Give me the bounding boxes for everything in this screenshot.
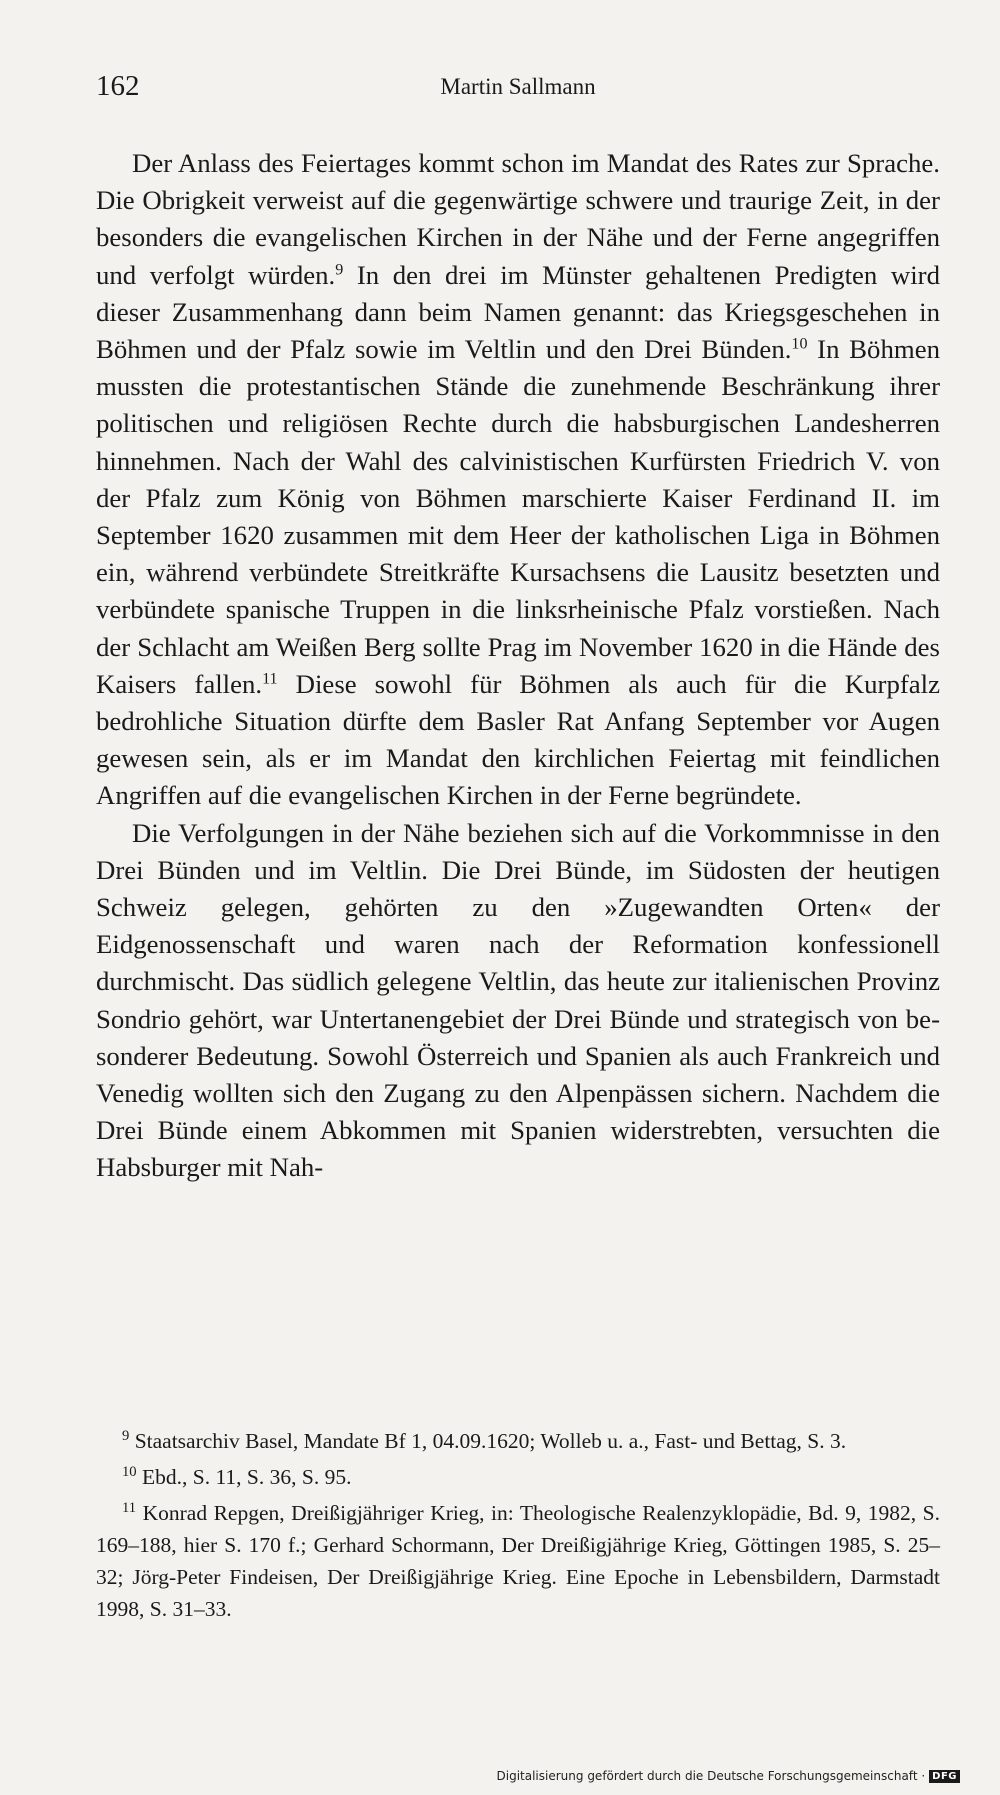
footnote-text: Ebd., S. 11, S. 36, S. 95.	[136, 1465, 352, 1489]
running-head-author: Martin Sallmann	[440, 74, 596, 99]
dfg-logo: DFG	[929, 1770, 960, 1783]
paragraph-1-text-b: In den drei im Münster gehaltenen Predigten wird dieser Zusammenhang dann beim Namen genannt: das Kriegsgeschehen in Böhmen und der Pfalz sowie im Veltlin und den Drei Bünden.	[96, 259, 941, 365]
paragraph-1-text-d: Diese sowohl für Böhmen als auch für die Kurpfalz bedrohliche Situation dürfte dem Basler Rat Anfang September vor Augen gewesen sein, als er im Mandat den kirchlichen Feiertag mit feindlichen Angriffen auf die evangelischen Kirchen in der Ferne begründete.	[96, 668, 940, 811]
footnote-number: 9	[122, 1427, 130, 1444]
footnote-text: Staatsarchiv Basel, Mandate Bf 1, 04.09.1620; Wolleb u. a., Fast- und Bettag, S. 3.	[129, 1429, 847, 1453]
footnotes	[96, 1425, 940, 1629]
footnote-ref-11: 11	[262, 670, 278, 688]
footnote-number: 10	[122, 1463, 137, 1480]
paragraph-1-text-c: In Böhmen mussten die protestantischen Stände die zunehmende Beschränkung ihrer politischen und religiösen Rechte durch die habsburgischen Landesherren hinnehmen. Nach der Wahl des calvinistischen Kurfürsten Friedrich V. von der Pfalz zum König von Böhmen marschierte Kaiser Ferdinand II. im September 1620 zusammen mit dem Heer der katholischen Liga in Böhmen ein, während verbündete Streitkräfte Kursachsens die Lausitz besetzten und verbündete spanische Truppen in die linksrheinische Pfalz vorstießen. Nach der Schlacht am Weißen Berg sollte Prag im November 1620 in die Hände des Kaisers fallen.	[96, 334, 940, 699]
paragraph-1	[96, 145, 940, 815]
footnote-text: Konrad Repgen, Dreißigjähriger Krieg, in: Theologische Realenzyklopädie, Bd. 9, 1982, S. 169–188, hier S. 170 f.; Gerhard Schormann, Der Dreißigjährige Krieg, Göttingen 1985, S. 25–32; Jörg-Peter Findeisen, Der Dreißigjährige Krieg. Eine Epoche in Lebensbildern, Darmstadt 1998, S. 31–33.	[96, 1501, 940, 1621]
page-number: 162	[96, 70, 140, 102]
digitization-credit	[497, 1769, 960, 1783]
body-text	[96, 145, 940, 1187]
footnote-11	[96, 1497, 940, 1625]
footnote-ref-10: 10	[791, 335, 808, 353]
footnote-9	[96, 1425, 940, 1457]
paragraph-1-text-a: Der Anlass des Feiertages kommt schon im Mandat des Rates zur Sprache. Die Obrigkeit verweist auf die gegenwärtige schwere und traurige Zeit, in der besonders die evangelischen Kirchen in der Nähe und der Ferne angegriffen und verfolgt würden.	[96, 148, 940, 290]
page-header	[96, 70, 940, 110]
paragraph-2: Die Verfolgungen in der Nähe beziehen sich auf die Vorkommnisse in den Drei Bünden und im Veltlin. Die Drei Bünde, im Südosten der heutigen Schweiz gelegen, gehörten zu den »Zugewandten Orten« der Eidgenossenschaft und waren nach der Reformation konfessionell durchmischt. Das südlich gelegene Veltlin, das heute zur italienischen Provinz Sondrio gehört, war Untertanengebiet der Drei Bünde und strategisch von besonderer Bedeutung. Sowohl Österreich und Spanien als auch Frankreich und Venedig wollten sich den Zugang zu den Alpenpässen sichern. Nachdem die Drei Bünde einem Abkommen mit Spanien widerstrebten, versuchten die Habsburger mit Nah-	[96, 817, 940, 1183]
footnote-number: 11	[122, 1499, 137, 1516]
credit-text: Digitalisierung gefördert durch die Deutsche Forschungsgemeinschaft ·	[496, 1769, 926, 1783]
footnote-10	[96, 1461, 940, 1493]
footnote-ref-9: 9	[335, 260, 344, 278]
